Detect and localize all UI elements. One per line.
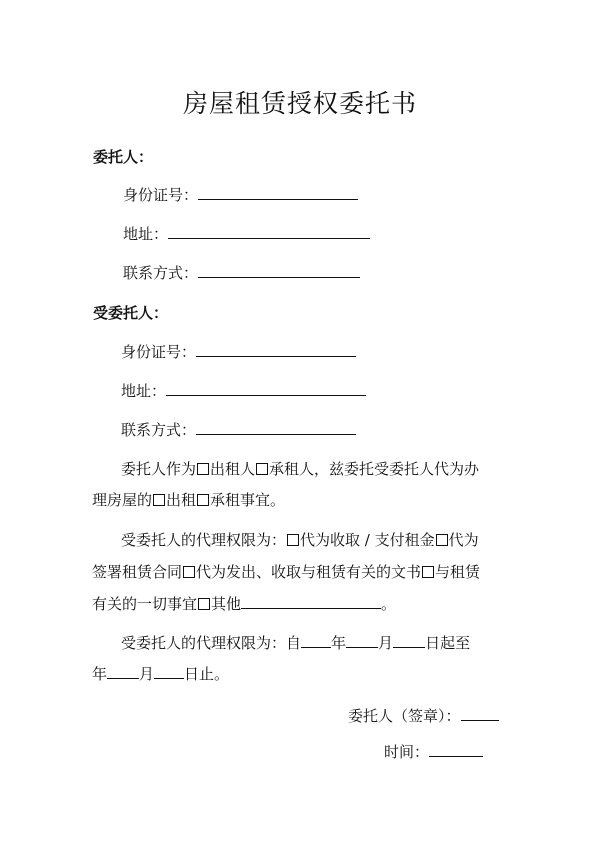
end-month-label: 月 [139, 665, 155, 683]
lease-out-label: 出租 [166, 491, 197, 509]
principal-address-row [123, 223, 370, 244]
other-checkbox[interactable] [198, 598, 210, 610]
signature-field[interactable] [461, 705, 499, 721]
principal-address-label: 地址： [123, 225, 169, 243]
end-day-field[interactable] [154, 663, 184, 679]
agent-id-row [121, 341, 356, 362]
collect-rent-checkbox[interactable] [287, 534, 299, 546]
agent-contact-row [121, 419, 356, 440]
principal-contact-label: 联系方式： [123, 264, 199, 282]
principal-contact-row [123, 262, 360, 283]
clause2-text: 受委托人的代理权限为： [121, 531, 287, 549]
other-label: 其他 [211, 595, 242, 613]
documents-checkbox[interactable] [183, 566, 195, 578]
lease-in-label: 承租事宜。 [210, 491, 286, 509]
end-month-field[interactable] [107, 663, 139, 679]
start-year-label: 年 [331, 634, 347, 652]
agent-contact-field[interactable] [196, 419, 356, 435]
principal-id-field[interactable] [198, 184, 358, 200]
clause3-line2 [92, 663, 229, 684]
lease-in-checkbox[interactable] [197, 494, 209, 506]
agent-address-field[interactable] [166, 380, 366, 396]
time-field[interactable] [429, 741, 483, 757]
agent-id-label: 身份证号： [121, 343, 197, 361]
principal-address-field[interactable] [168, 223, 370, 239]
all-matters-label: 有关的一切事宜 [92, 595, 198, 613]
clause3-line1 [121, 632, 470, 653]
signature-row [348, 705, 499, 726]
sign-contract-label: 签署租赁合同 [92, 563, 183, 581]
all-matters-checkbox[interactable] [422, 566, 434, 578]
principal-heading: 委托人： [93, 148, 154, 166]
agent-id-field[interactable] [196, 341, 356, 357]
documents-label: 代为发出、收取与租赁有关的文书 [196, 563, 422, 581]
agent-contact-label: 联系方式： [121, 421, 197, 439]
start-month-label: 月 [378, 634, 394, 652]
principal-id-label: 身份证号： [123, 186, 199, 204]
clause1-line1 [121, 458, 479, 479]
end-day-label: 日止。 [184, 665, 230, 683]
start-year-field[interactable] [301, 632, 331, 648]
time-label: 时间： [384, 743, 430, 761]
clause1-line2 [92, 489, 285, 510]
clause1-text: 委托人作为 [121, 460, 197, 478]
start-day-field[interactable] [393, 632, 425, 648]
tenant-checkbox[interactable] [256, 463, 268, 475]
landlord-label: 出租人 [210, 460, 256, 478]
time-row [384, 741, 483, 762]
agent-address-row [121, 380, 366, 401]
principal-id-row [123, 184, 358, 205]
start-month-field[interactable] [346, 632, 378, 648]
landlord-checkbox[interactable] [197, 463, 209, 475]
other-field[interactable] [241, 593, 381, 609]
sign-contract-checkbox[interactable] [436, 534, 448, 546]
from-label: 自 [286, 634, 302, 652]
end-year-label: 年 [92, 665, 108, 683]
document-title: 房屋租赁授权委托书 [182, 89, 417, 118]
clause2-end: 。 [381, 595, 397, 613]
clause2-line2 [92, 561, 480, 582]
lease-out-checkbox[interactable] [153, 494, 165, 506]
agent-address-label: 地址： [121, 382, 167, 400]
signature-label: 委托人（签章）： [348, 707, 461, 725]
clause3-text: 受委托人的代理权限为： [121, 634, 287, 652]
sign-contract-label-start: 代为 [448, 531, 479, 549]
start-day-label: 日起至 [425, 634, 471, 652]
clause1-line2-text: 理房屋的 [92, 491, 153, 509]
clause2-line1 [121, 529, 479, 550]
tenant-label: 承租人，兹委托受委托人代为办 [269, 460, 480, 478]
agent-heading: 受委托人： [93, 304, 169, 322]
principal-contact-field[interactable] [198, 262, 360, 278]
collect-rent-label: 代为收取 / 支付租金 [300, 531, 435, 549]
all-matters-label-start: 与租赁 [435, 563, 481, 581]
clause2-line3 [92, 593, 396, 614]
